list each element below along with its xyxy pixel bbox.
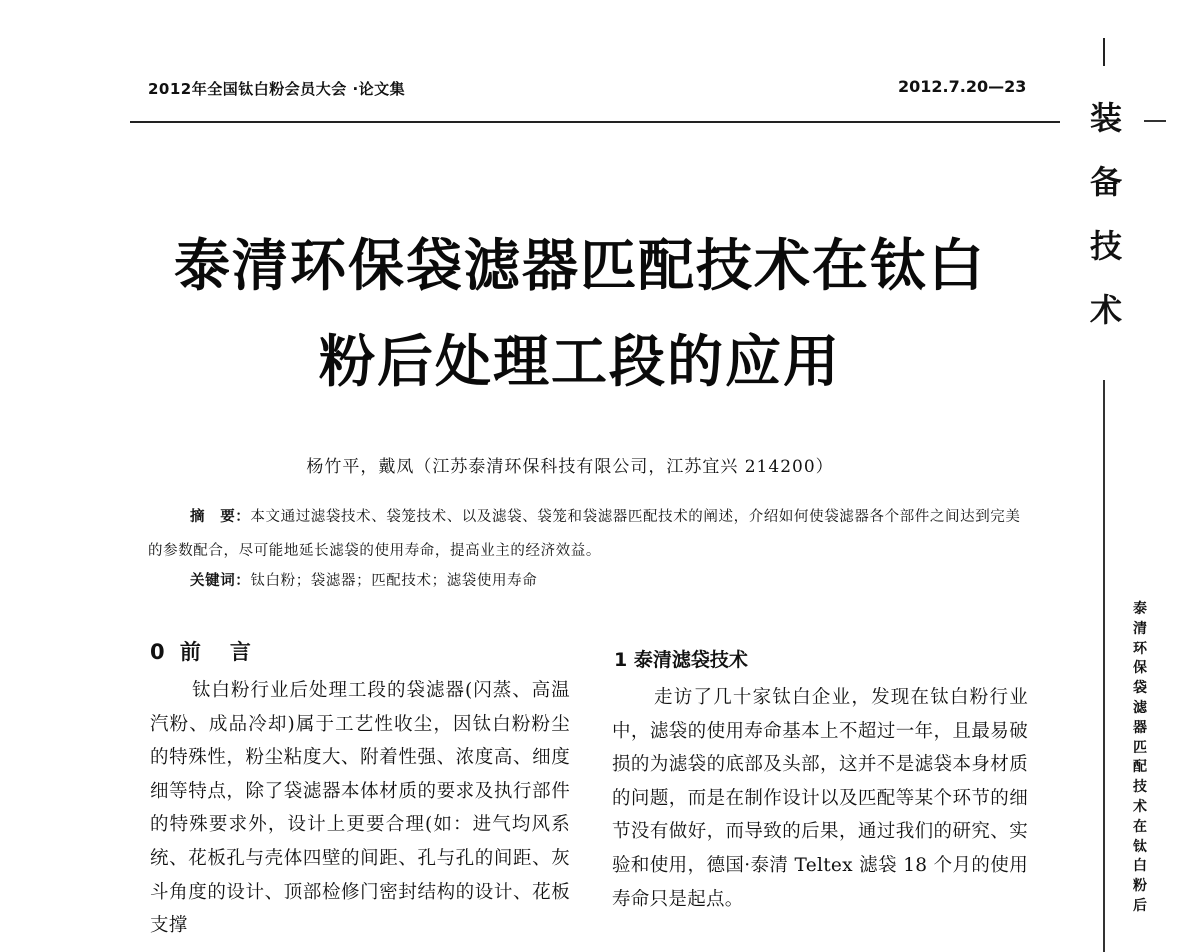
margin-tick (1144, 120, 1166, 122)
margin-title-char: 袋 (1133, 680, 1147, 697)
margin-title-char: 配 (1133, 759, 1147, 776)
running-header-date: 2012.7.20—23 (898, 77, 1027, 96)
keywords (190, 569, 1010, 590)
margin-title-char: 保 (1133, 660, 1147, 677)
section-heading-preface: 0 前 言 (150, 640, 255, 664)
margin-title-char: 泰 (1133, 601, 1147, 617)
abstract (148, 500, 1028, 568)
running-header-title: 2012年全国钛白粉会员大会 ·论文集 (148, 80, 406, 98)
margin-title-char: 滤 (1133, 699, 1147, 716)
margin-title-char: 粉 (1133, 878, 1147, 895)
margin-title-char: 技 (1133, 779, 1147, 796)
section-heading-filter-bag: 1 泰清滤袋技术 (614, 649, 748, 671)
margin-title-char: 匹 (1133, 739, 1147, 756)
section-category-label (1082, 86, 1130, 342)
author-affiliation: 杨竹平，戴凤（江苏泰清环保科技有限公司，江苏宜兴 214200） (306, 457, 834, 477)
paper-title-line-1: 泰清环保袋滤器匹配技术在钛白 (174, 234, 986, 299)
margin-title-char: 器 (1133, 719, 1147, 736)
margin-title-char: 环 (1133, 640, 1147, 657)
margin-title-char: 在 (1133, 818, 1147, 835)
header-rule (130, 121, 1060, 123)
margin-title-char: 术 (1133, 798, 1147, 815)
keywords-text: 钛白粉；袋滤器；匹配技术；滤袋使用寿命 (250, 573, 538, 589)
abstract-text: 本文通过滤袋技术、袋笼技术、以及滤袋、袋笼和袋滤器匹配技术的阐述，介绍如何使袋滤器各个部件之间达到完美的参数配合，尽可能地延长滤袋的使用寿命，提高业主的经济效益。 (148, 509, 1021, 559)
margin-line-top (1103, 38, 1105, 66)
paper-title-line-2: 粉后处理工段的应用 (319, 330, 841, 395)
section-body-preface: 钛白粉行业后处理工段的袋滤器(闪蒸、高温汽粉、成品冷却)属于工艺性收尘，因钛白粉粉尘的特殊性，粉尘粘度大、附着性强、浓度高、细度细等特点，除了袋滤器本体材质的要求及执行部件的特殊要求外，设计上更要合理(如：进气均风系统、花板孔与壳体四壁的间距、孔与孔的间距、灰斗角度的设计、顶部检修门密封结构的设计、花板支撑 (150, 680, 570, 937)
category-char: 术 (1089, 291, 1122, 329)
margin-running-title (1128, 600, 1152, 917)
margin-title-char: 清 (1133, 620, 1147, 637)
category-char: 装 (1089, 99, 1122, 137)
margin-title-char: 后 (1133, 897, 1147, 914)
section-body-filter-bag: 走访了几十家钛白企业，发现在钛白粉行业中，滤袋的使用寿命基本上不超过一年，且最易破损的为滤袋的底部及头部，这并不是滤袋本身材质的问题，而是在制作设计以及匹配等某个环节的细节没有做好，而导致的后果，通过我们的研究、实验和使用，德国·泰清 Teltex 滤袋 18 个月的使用寿命只是起点。 (612, 687, 1028, 910)
keywords-label: 关键词： (190, 573, 251, 589)
margin-title-char: 白 (1133, 858, 1147, 875)
margin-line-vertical (1103, 380, 1105, 952)
category-char: 技 (1089, 227, 1122, 265)
margin-title-char: 钛 (1133, 838, 1147, 855)
category-char: 备 (1089, 163, 1122, 201)
abstract-label: 摘 要： (190, 509, 251, 525)
